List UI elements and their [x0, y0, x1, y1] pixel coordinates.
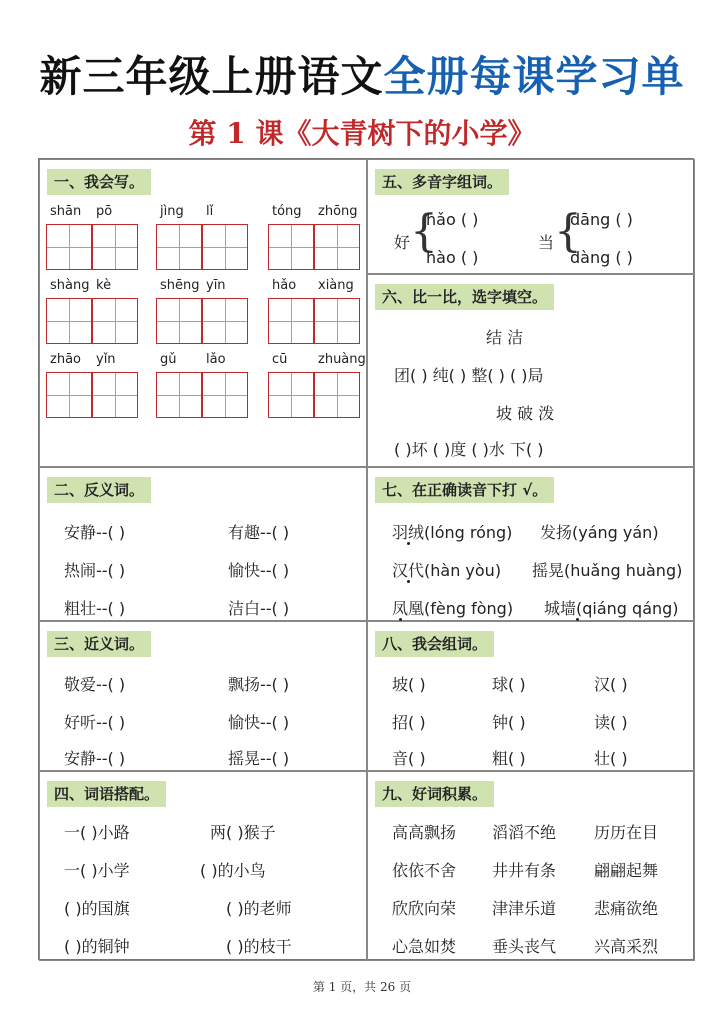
polyphonic-hao-line-2[interactable]: hào ( ) [426, 248, 479, 267]
section-header: 九、好词积累。 [375, 781, 494, 807]
pinyin-label: tóng [272, 204, 302, 219]
emphasis-dot [407, 542, 410, 545]
writing-box[interactable] [92, 298, 138, 344]
char-group-1: 结 洁 [486, 328, 524, 347]
good-word-item: 高高飘扬 [392, 823, 457, 842]
section-header: 一、我会写。 [47, 169, 151, 195]
section-antonyms [39, 467, 367, 621]
writing-box[interactable] [268, 298, 314, 344]
worksheet-title [0, 44, 724, 104]
emphasis-dot [407, 580, 410, 583]
good-word-item: 津津乐道 [492, 899, 557, 918]
good-word-item: 历历在目 [594, 823, 659, 842]
writing-box[interactable] [268, 224, 314, 270]
good-word-item: 依依不舍 [392, 861, 457, 880]
pinyin-label: jìng [160, 204, 184, 219]
synonym-item[interactable]: 摇晃--( ) [228, 749, 290, 768]
collocation-item[interactable]: 一( )小学 [64, 861, 130, 880]
section-header: 七、在正确读音下打 √。 [375, 477, 554, 503]
fill-line-1[interactable]: 团( ) 纯( ) 整( ) ( )局 [394, 366, 544, 385]
worksheet-grid [38, 158, 694, 960]
word-forming-item[interactable]: 读( ) [594, 713, 628, 732]
section-header: 八、我会组词。 [375, 631, 494, 657]
section-pronunciation [367, 467, 695, 621]
word-forming-item[interactable]: 钟( ) [492, 713, 526, 732]
collocation-item[interactable]: 两( )猴子 [210, 823, 276, 842]
collocation-item[interactable]: ( )的老师 [226, 899, 292, 918]
collocation-item[interactable]: 一( )小路 [64, 823, 130, 842]
pinyin-label: pō [96, 204, 113, 219]
writing-box[interactable] [202, 298, 248, 344]
antonym-item[interactable]: 有趣--( ) [228, 523, 290, 542]
pronunciation-item[interactable]: 汉代(hàn yòu) [392, 561, 502, 580]
polyphonic-dang-line-2[interactable]: dàng ( ) [570, 248, 633, 267]
pronunciation-item[interactable]: 羽绒(lóng róng) [392, 523, 513, 542]
pinyin-label: cū [272, 352, 288, 367]
writing-box[interactable] [156, 298, 202, 344]
good-word-item: 井井有条 [492, 861, 557, 880]
title-part-1: 新三年级上册语文 [39, 52, 384, 101]
section-write [39, 159, 367, 467]
word-forming-item[interactable]: 坡( ) [392, 675, 426, 694]
writing-box[interactable] [156, 372, 202, 418]
writing-box[interactable] [156, 224, 202, 270]
writing-box[interactable] [92, 372, 138, 418]
polyphonic-hao-line-1[interactable]: hǎo ( ) [426, 210, 479, 229]
writing-box[interactable] [46, 372, 92, 418]
antonym-item[interactable]: 洁白--( ) [228, 599, 290, 618]
lesson-title: 第 1 课《大青树下的小学》 [188, 117, 536, 150]
title-part-2: 全册每课学习单 [383, 52, 685, 101]
page-footer: 第 1 页，共 26 页 [312, 980, 412, 994]
pinyin-label: hǎo [272, 278, 297, 293]
pinyin-label: shēng [160, 278, 200, 293]
word-forming-item[interactable]: 汉( ) [594, 675, 628, 694]
antonym-item[interactable]: 热闹--( ) [64, 561, 126, 580]
synonym-item[interactable]: 敬爱--( ) [64, 675, 126, 694]
antonym-item[interactable]: 安静--( ) [64, 523, 126, 542]
brace-icon: { [554, 206, 582, 257]
pinyin-label: zhāo [50, 352, 81, 367]
pinyin-label: shān [50, 204, 82, 219]
pronunciation-item[interactable]: 凤凰(fèng fòng) [392, 599, 514, 618]
brace-icon: { [410, 206, 438, 257]
section-synonyms [39, 621, 367, 771]
antonym-item[interactable]: 粗壮--( ) [64, 599, 126, 618]
pinyin-label: yīn [206, 278, 226, 293]
pronunciation-item[interactable]: 摇晃(huǎng huàng) [532, 561, 683, 580]
char-group-2: 坡 破 泼 [496, 404, 555, 423]
pinyin-label: lǐ [206, 204, 214, 219]
pinyin-label: zhuàng [318, 352, 366, 367]
pinyin-label: kè [96, 278, 112, 293]
good-word-item: 欣欣向荣 [392, 899, 457, 918]
pinyin-label: gǔ [160, 352, 177, 367]
polyphonic-char-dang: 当 [538, 233, 555, 252]
writing-box[interactable] [268, 372, 314, 418]
section-word-forming [367, 621, 695, 771]
pronunciation-item[interactable]: 城墙(qiáng qáng) [544, 599, 679, 618]
section-header: 五、多音字组词。 [375, 169, 509, 195]
polyphonic-char-hao: 好 [394, 233, 411, 252]
section-polyphonic [367, 159, 695, 274]
word-forming-item[interactable]: 音( ) [392, 749, 426, 768]
word-forming-item[interactable]: 招( ) [392, 713, 426, 732]
writing-box[interactable] [202, 224, 248, 270]
word-forming-item[interactable]: 球( ) [492, 675, 526, 694]
good-word-item: 兴高采烈 [594, 937, 659, 956]
pinyin-label: zhōng [318, 204, 358, 219]
writing-box[interactable] [314, 372, 360, 418]
writing-box[interactable] [202, 372, 248, 418]
fill-line-2[interactable]: ( )坏 ( )度 ( )水 下( ) [394, 440, 544, 459]
section-good-words [367, 771, 695, 961]
collocation-item[interactable]: ( )的小鸟 [200, 861, 266, 880]
section-compare [367, 274, 695, 467]
section-collocation [39, 771, 367, 961]
collocation-item[interactable]: ( )的国旗 [64, 899, 130, 918]
collocation-item[interactable]: ( )的枝干 [226, 937, 292, 956]
collocation-item[interactable]: ( )的铜钟 [64, 937, 130, 956]
synonym-item[interactable]: 愉快--( ) [228, 713, 290, 732]
section-header: 四、词语搭配。 [47, 781, 166, 807]
writing-box[interactable] [314, 224, 360, 270]
synonym-item[interactable]: 安静--( ) [64, 749, 126, 768]
synonym-item[interactable]: 好听--( ) [64, 713, 126, 732]
pinyin-label: yǐn [96, 352, 116, 367]
word-forming-item[interactable]: 壮( ) [594, 749, 628, 768]
pinyin-label: shàng [50, 278, 90, 293]
word-forming-item[interactable]: 粗( ) [492, 749, 526, 768]
polyphonic-dang-line-1[interactable]: dāng ( ) [570, 210, 633, 229]
good-word-item: 滔滔不绝 [492, 823, 557, 842]
writing-box[interactable] [46, 224, 92, 270]
section-header: 三、近义词。 [47, 631, 151, 657]
synonym-item[interactable]: 飘扬--( ) [228, 675, 290, 694]
good-word-item: 悲痛欲绝 [594, 899, 659, 918]
good-word-item: 翩翩起舞 [594, 861, 659, 880]
pinyin-label: lǎo [206, 352, 226, 367]
section-header: 六、比一比，选字填空。 [375, 284, 554, 310]
antonym-item[interactable]: 愉快--( ) [228, 561, 290, 580]
section-header: 二、反义词。 [47, 477, 151, 503]
good-word-item: 心急如焚 [392, 937, 457, 956]
pinyin-label: xiàng [318, 278, 354, 293]
writing-box[interactable] [92, 224, 138, 270]
good-word-item: 垂头丧气 [492, 937, 557, 956]
pronunciation-item[interactable]: 发扬(yáng yán) [540, 523, 659, 542]
writing-box[interactable] [314, 298, 360, 344]
writing-box[interactable] [46, 298, 92, 344]
